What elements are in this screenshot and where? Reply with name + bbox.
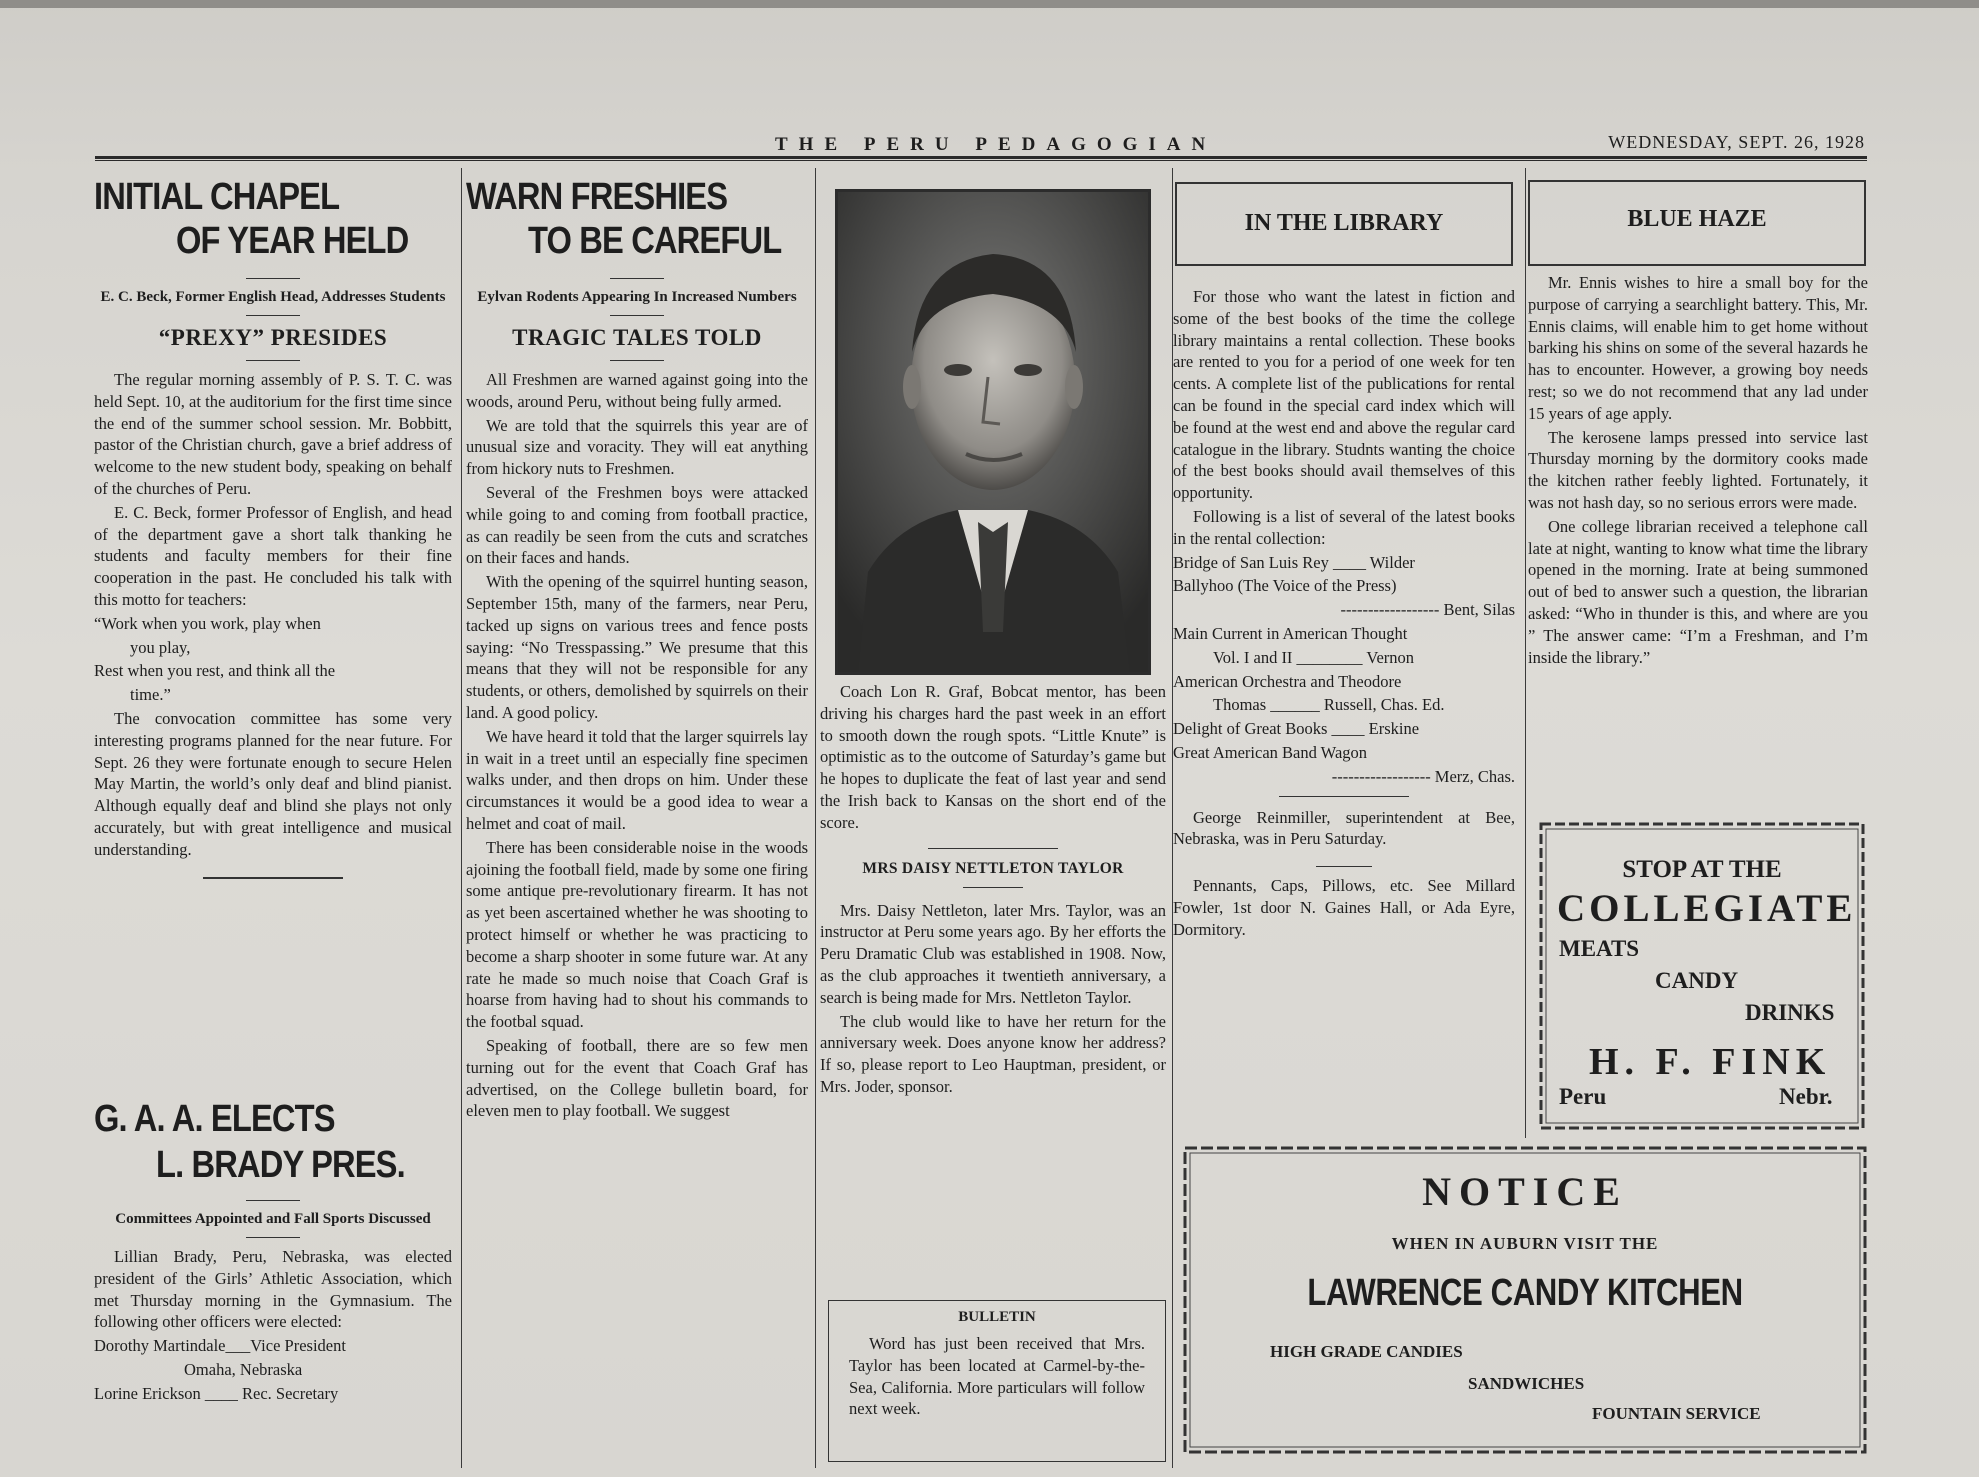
library-paragraph: Following is a list of several of the latest books in the rental collection: (1173, 506, 1515, 548)
motto-line: you play, (130, 637, 191, 657)
coach-photo (835, 189, 1151, 675)
bulletin-box (828, 1300, 1166, 1462)
masthead-rule (95, 156, 1867, 159)
collegiate-ad (1535, 818, 1869, 1134)
motto-line: Rest when you rest, and think all the (94, 661, 336, 681)
gaa-headline-2: L. BRADY PRES. (156, 1144, 405, 1186)
issue-date: WEDNESDAY, SEPT. 26, 1928 (1608, 132, 1865, 152)
bulletin-content (849, 1307, 1145, 1422)
divider (246, 278, 300, 279)
divider (610, 360, 664, 361)
book-line: ------------------ Bent, Silas (1340, 600, 1515, 620)
haze-title: BLUE HAZE (1627, 206, 1767, 232)
divider (246, 1200, 300, 1201)
masthead-rule-thin (95, 160, 1867, 161)
book-line: Vol. I and II ________ Vernon (1213, 647, 1415, 667)
book-line: Bridge of San Luis Rey ____ Wilder (1173, 552, 1415, 572)
chapel-paragraph: E. C. Beck, former Professor of English, and head of the department gave a short talk thanking he students and faculty members for their fine cooperation in the past. He concluded his talk with this motto for teachers: (94, 502, 452, 609)
taylor-paragraph: Mrs. Daisy Nettleton, later Mrs. Taylor, was an instructor at Peru some years ago. By her efforts the Peru Dramatic Club was established in 1908. Now, as the club approaches it twentieth anniversary, a search is being made for Mrs. Nettleton Taylor. (820, 900, 1166, 1007)
divider (246, 1237, 300, 1238)
divider (610, 315, 664, 316)
book-line: Main Current in American Thought (1173, 623, 1408, 643)
coach-portrait-image (838, 192, 1148, 672)
section-rule (203, 877, 343, 879)
collegiate-line2: COLLEGIATE (1557, 887, 1857, 930)
masthead (95, 132, 1865, 156)
motto-line: “Work when you work, play when (94, 613, 321, 633)
library-header-box (1175, 182, 1513, 266)
haze-column (1528, 272, 1868, 670)
chapel-headline-2: OF YEAR HELD (176, 220, 409, 262)
notice-line4: SANDWICHES (1468, 1374, 1585, 1393)
divider (246, 315, 300, 316)
freshies-paragraph: We have heard it told that the larger squirrels lay in wait in a treet until an especially fine specimen walks under, and then drops on him. Under these circumstances it would be a good idea to wear a helmet and coat of mail. (466, 726, 808, 833)
taylor-paragraph: The club would like to have her return for the anniversary week. Does anyone know her address? If so, please report to Leo Hauptman, president, or Mrs. Joder, sponsor. (820, 1011, 1166, 1096)
taylor-headline: MRS DAISY NETTLETON TAYLOR (862, 859, 1124, 877)
coach-caption-block (820, 681, 1166, 1100)
library-column (1173, 286, 1515, 943)
chapel-headline-1: INITIAL CHAPEL (94, 176, 340, 218)
chapel-paragraph: The regular morning assembly of P. S. T. C. was held Sept. 10, at the auditorium for the first time since the end of the summer school session. Mr. Bobbitt, pastor of the Christian church, gave a brief address of welcome to the new student body, speaking on behalf of the churches of Peru. (94, 370, 452, 498)
collegiate-line1: STOP AT THE (1622, 856, 1782, 883)
divider (610, 278, 664, 279)
scan-edge (0, 0, 1979, 8)
chapel-article (94, 176, 452, 887)
notice-line3: HIGH GRADE CANDIES (1270, 1342, 1463, 1361)
divider (1279, 796, 1409, 797)
book-line: Ballyhoo (The Voice of the Press) (1173, 576, 1397, 596)
collegiate-line6: H. F. FINK (1589, 1041, 1832, 1083)
freshies-paragraph: Several of the Freshmen boys were attacked while going to and coming from football practice, as can readily be seen from the cuts and scratches on their faces and hands. (466, 482, 808, 568)
motto-line: time.” (130, 685, 171, 705)
gaa-article (94, 1098, 452, 1407)
divider (1316, 866, 1372, 867)
book-line: ------------------ Merz, Chas. (1331, 766, 1515, 786)
divider (928, 848, 1058, 849)
notice-line5: FOUNTAIN SERVICE (1592, 1404, 1761, 1423)
column-rule (815, 168, 816, 1468)
column-rule (1525, 168, 1526, 1138)
gaa-headline-1: G. A. A. ELECTS (94, 1098, 335, 1140)
freshies-headline-2: TO BE CAREFUL (528, 220, 782, 262)
freshies-headline-1: WARN FRESHIES (466, 176, 728, 218)
notice-line1: WHEN IN AUBURN VISIT THE (1391, 1234, 1659, 1253)
freshies-paragraph: Speaking of football, there are so few men turning out for the event that Coach Graf has advertised, on the College bulletin board, for eleven men to play football. We suggest (466, 1035, 808, 1121)
library-paragraph: For those who want the latest in fiction and some of the best books of the time the college library maintains a rental collection. These books are rented to you for a period of one week for ten cents. A complete list of the publications for rental can be found in the special card index which will be found at the west end and above the regular card catalogue in the library. Studnts wanting the choice of the best books should avail themselves of this opportunity. (1173, 287, 1515, 503)
notice-ad (1180, 1140, 1870, 1460)
collegiate-line7a: Peru (1559, 1084, 1607, 1109)
freshies-paragraph: With the opening of the squirrel hunting season, September 15th, many of the farmers, near Peru, tacked up signs on various trees and fence posts saying: “No Tresspassing.” We presume that this means that they will not be responsible for any students, or others, demolished by squirrels on their land. A good policy. (466, 572, 808, 722)
officer-line: Dorothy Martindale___Vice President (94, 1336, 346, 1356)
chapel-deck: E. C. Beck, Former English Head, Addresses Students (100, 289, 446, 305)
haze-header-box (1528, 180, 1866, 266)
library-paragraph: George Reinmiller, superintendent at Bee, Nebraska, was in Peru Saturday. (1173, 807, 1515, 849)
library-paragraph: Pennants, Caps, Pillows, etc. See Millard Fowler, 1st door N. Gaines Hall, or Ada Eyre, Dormitory. (1173, 876, 1515, 939)
chapel-paragraph: The convocation committee has some very interesting programs planned for the near future. For Sept. 26 they were fortunate enough to secure Helen May Martin, the world’s only deaf and blind pianist. Although equally deaf and blind she plays not only accurately, but with great intelligence and musical understanding. (94, 708, 452, 859)
paper-name: THE PERU PEDAGOGIAN (775, 134, 1217, 155)
bulletin-title: BULLETIN (958, 1309, 1036, 1325)
collegiate-line5: DRINKS (1745, 1000, 1835, 1025)
chapel-subhead: “PREXY” PRESIDES (158, 325, 388, 350)
divider (963, 887, 1023, 888)
freshies-article (466, 176, 808, 1124)
book-line: Thomas ______ Russell, Chas. Ed. (1213, 695, 1445, 715)
book-line: American Orchestra and Theodore (1173, 671, 1402, 691)
haze-paragraph: Mr. Ennis wishes to hire a small boy for the purpose of carrying a searchlight battery. This, Mr. Ennis claims, will enable him to get home without barking his shins on some of the several hazards he has to encounter. However, a growing boy needs rest; so we do not recommend that any lad under 15 years of age apply. (1528, 273, 1868, 423)
bulletin-text: Word has just been received that Mrs. Taylor has been located at Carmel-by-the-Sea, California. More particulars will follow next week. (849, 1334, 1145, 1419)
freshies-paragraph: All Freshmen are warned against going into the woods, around Peru, without being fully armed. (466, 370, 808, 411)
notice-title: NOTICE (1422, 1169, 1628, 1214)
collegiate-line3: MEATS (1559, 936, 1640, 961)
collegiate-line4: CANDY (1655, 968, 1739, 993)
freshies-paragraph: We are told that the squirrels this year are of unusual size and voracity. They will eat anything from hickory nuts to Freshmen. (466, 415, 808, 479)
column-rule (461, 168, 462, 1468)
officer-line: Lorine Erickson ____ Rec. Secretary (94, 1383, 339, 1403)
freshies-deck: Eylvan Rodents Appearing In Increased Numbers (477, 289, 797, 305)
library-title: IN THE LIBRARY (1244, 210, 1444, 236)
haze-paragraph: The kerosene lamps pressed into service last Thursday morning by the dormitory cooks made the kitchen rather feebly lighted. Fortunately, it was not hash day, so no serious errors were made. (1528, 427, 1868, 512)
collegiate-line7b: Nebr. (1779, 1084, 1833, 1109)
freshies-subhead: TRAGIC TALES TOLD (512, 325, 762, 350)
freshies-paragraph: There has been considerable noise in the woods ajoining the football field, made by some one firing some antique pre-revolutionary firearm. It has not as yet been ascertained whether he was shooting to protect himself or whether he was practicing to become a sharp shooter in some future war. At any rate he made so much noise that Coach Graf is hoarse from having had to shout his commands to the footbal squad. (466, 837, 808, 1032)
haze-paragraph: One college librarian received a telephone call late at night, wanting to know what time the library opened in the morning. Irate at being summoned out of bed to answer such a question, the librarian asked: “Who in thunder is this, and where are you ” The answer came: “I’m a Freshman, and I’m inside the library.” (1528, 516, 1868, 667)
officer-line: Omaha, Nebraska (184, 1359, 303, 1379)
book-line: Delight of Great Books ____ Erskine (1173, 719, 1420, 739)
notice-line2: LAWRENCE CANDY KITCHEN (1307, 1272, 1743, 1314)
gaa-paragraph: Lillian Brady, Peru, Nebraska, was elected president of the Girls’ Athletic Association, which met Thursday morning in the Gymnasium. The following other officers were elected: (94, 1247, 452, 1332)
coach-caption: Coach Lon R. Graf, Bobcat mentor, has been driving his charges hard the past week in an effort to smooth down the rough spots. “Little Knute” is optimistic as to the outcome of Saturday’s game but he hopes to duplicate the feat of last year and send the Irish back to Kansas on the short end of the score. (820, 682, 1166, 832)
gaa-deck: Committees Appointed and Fall Sports Discussed (115, 1211, 431, 1227)
divider (246, 360, 300, 361)
book-line: Great American Band Wagon (1173, 742, 1368, 762)
